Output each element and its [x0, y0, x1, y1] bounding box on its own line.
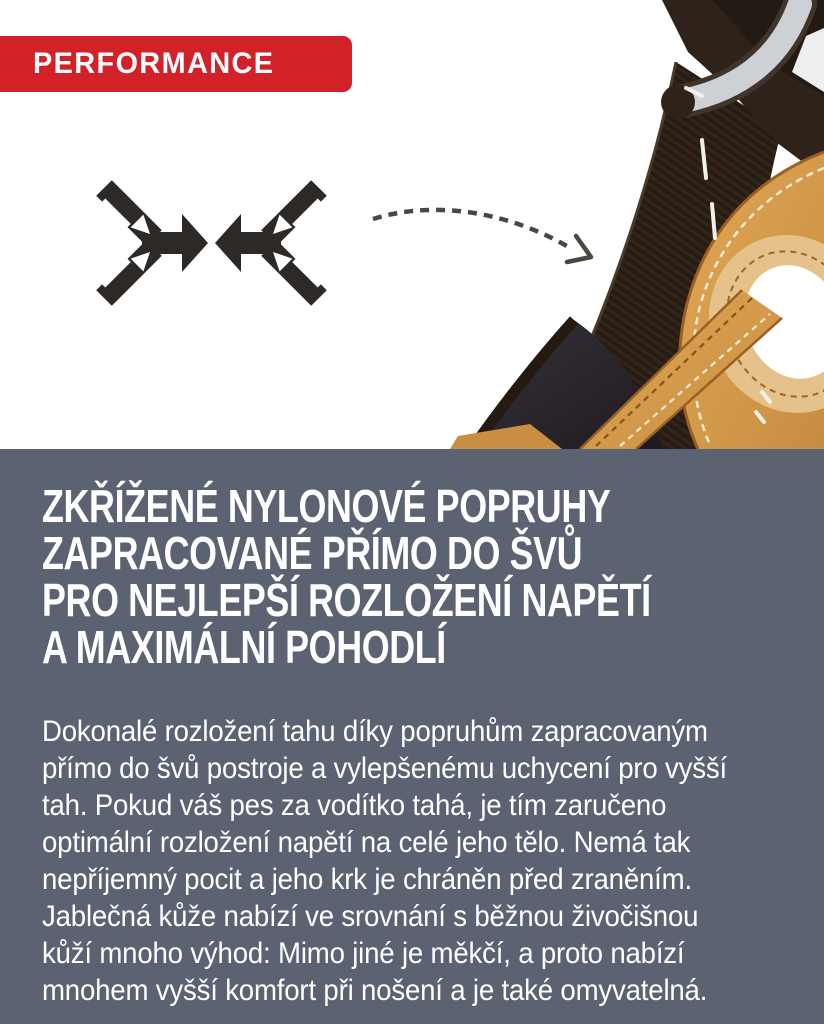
heading-line: PRO NEJLEPŠÍ ROZLOŽENÍ NAPĚTÍ	[42, 574, 651, 626]
heading-line: A MAXIMÁLNÍ POHODLÍ	[42, 621, 446, 673]
body-paragraph-2	[42, 898, 727, 1009]
converging-arrows-icon	[90, 178, 333, 308]
product-photo	[450, 0, 824, 449]
body-line: Jablečná kůže nabízí ve srovnání s běžnou živočišnou	[42, 900, 699, 933]
body-line: Dokonalé rozložení tahu díky popruhům zapracovaným	[42, 715, 708, 748]
badge-label: PERFORMANCE	[33, 47, 275, 80]
body-line: tah. Pokud váš pes za vodítko tahá, je tím zaručeno	[42, 789, 667, 822]
heading-line: ZKŘÍŽENÉ NYLONOVÉ POPRUHY	[42, 480, 611, 532]
body-line: nepříjemný pocit a jeho krk je chráněn před zraněním.	[42, 863, 692, 896]
body-copy	[42, 713, 727, 1009]
heading-line: ZAPRACOVANÉ PŘÍMO DO ŠVŮ	[42, 527, 583, 579]
body-line: přímo do švů postroje a vylepšenému uchycení pro vyšší	[42, 752, 727, 785]
performance-badge	[0, 36, 352, 92]
body-paragraph-1	[42, 713, 727, 898]
body-line: mnohem vyšší komfort při nošení a je také omyvatelná.	[42, 974, 708, 1007]
body-line: kůží mnoho výhod: Mimo jiné je měkčí, a proto nabízí	[42, 937, 685, 970]
body-line: optimální rozložení napětí na celé jeho tělo. Nemá tak	[42, 826, 691, 859]
section-heading	[42, 480, 651, 673]
